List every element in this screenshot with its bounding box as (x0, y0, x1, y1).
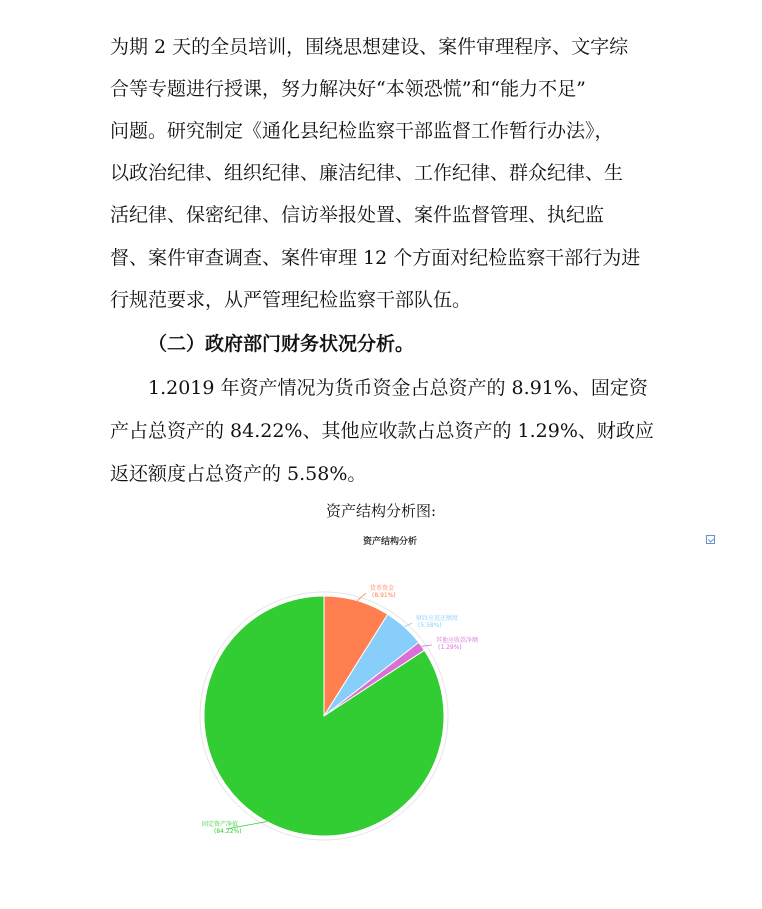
pie-label: 财政应返还额度 (416, 615, 459, 622)
paragraph-line: 督、案件审查调查、案件审理 12 个方面对纪检监察干部行为进 (110, 247, 641, 269)
pie-leader-line (404, 623, 412, 627)
paragraph-line: 活纪律、保密纪律、信访举报处置、案件监督管理、执纪监 (110, 204, 605, 226)
chart-title: 资产结构分析 (362, 537, 417, 547)
pie-label: 固定资产净值 (202, 821, 239, 828)
paragraph-line: 为期 2 天的全员培训，围绕思想建设、案件审理程序、文字综 (110, 36, 629, 58)
pie-percent-label: (1.29%) (438, 644, 462, 651)
asset-paragraph-line: 返还额度占总资产的 5.58%。 (110, 463, 367, 485)
paragraph-line: 合等专题进行授课，努力解决好“本领恐慌”和“能力不足” (110, 78, 586, 100)
paragraph-line: 问题。研究制定《通化县纪检监察干部监督工作暂行办法》， (110, 120, 614, 142)
asset-paragraph-line: 产占总资产的 84.22%、其他应收款占总资产的 1.29%、财政应 (110, 420, 654, 442)
pie-percent-label: (84.22%) (214, 828, 242, 835)
pie-percent-label: (8.91%) (372, 592, 396, 599)
paragraph-line: 行规范要求，从严管理纪检监察干部队伍。 (110, 289, 472, 311)
pie-label: 其他应收款净额 (436, 637, 479, 644)
section-heading: （二）政府部门财务状况分析。 (148, 333, 415, 355)
pie-percent-label: (5.58%) (418, 622, 442, 629)
paragraph-line: 以政治纪律、组织纪律、廉洁纪律、工作纪律、群众纪律、生 (110, 162, 624, 184)
asset-paragraph-line: 1.2019 年资产情况为货币资金占总资产的 8.91%、固定资 (148, 377, 648, 399)
pie-label: 货币资金 (370, 585, 395, 592)
chart-caption: 资产结构分析图: (325, 502, 437, 520)
